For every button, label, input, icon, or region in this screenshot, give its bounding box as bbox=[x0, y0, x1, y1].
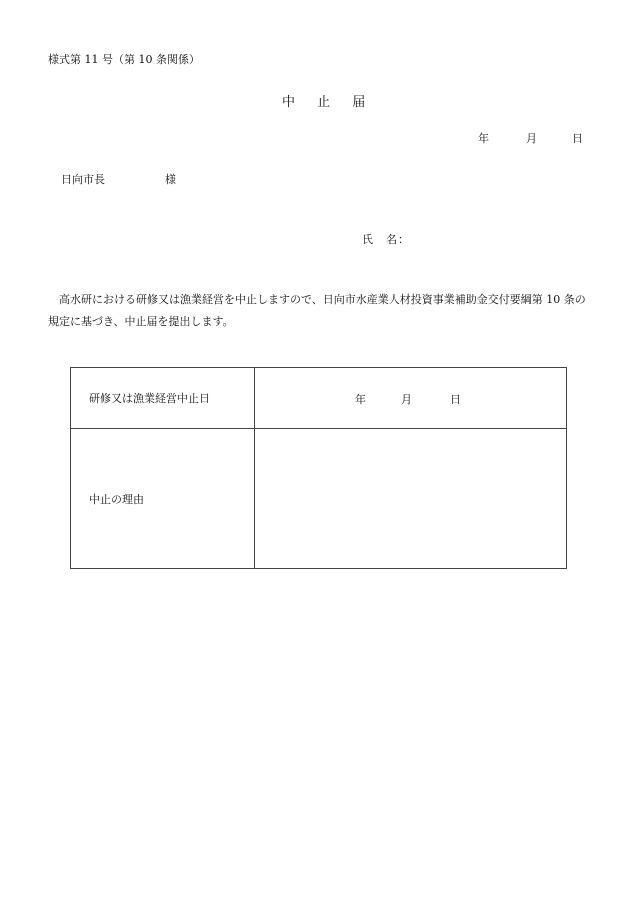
date-day-label: 日 bbox=[572, 132, 583, 145]
applicant-name-label: 氏 名： bbox=[362, 233, 410, 246]
addressee-honorific: 様 bbox=[165, 173, 176, 186]
stop-date-cell bbox=[255, 368, 567, 429]
stop-date-label: 研修又は漁業経営中止日 bbox=[71, 368, 255, 429]
body-paragraph: 高水研における研修又は漁業経営を中止しますので、日向市水産業人材投資事業補助金交付要綱第 10 条の規定に基づき、中止届を提出します。 bbox=[48, 293, 586, 328]
stop-date-month-label: 月 bbox=[401, 393, 412, 406]
reason-label: 中止の理由 bbox=[71, 429, 255, 569]
form-table bbox=[70, 367, 567, 569]
table-row-reason bbox=[71, 429, 567, 569]
stop-date-year-label: 年 bbox=[355, 393, 366, 406]
table-row-stop-date bbox=[71, 368, 567, 429]
document-title: 中 止 届 bbox=[282, 95, 375, 110]
addressee-name: 日向市長 bbox=[61, 173, 105, 186]
date-month-label: 月 bbox=[526, 132, 537, 145]
date-year-label: 年 bbox=[478, 132, 489, 145]
reason-cell bbox=[255, 429, 567, 569]
stop-date-day-label: 日 bbox=[450, 393, 461, 406]
form-number: 様式第 11 号（第 10 条関係） bbox=[48, 53, 200, 66]
